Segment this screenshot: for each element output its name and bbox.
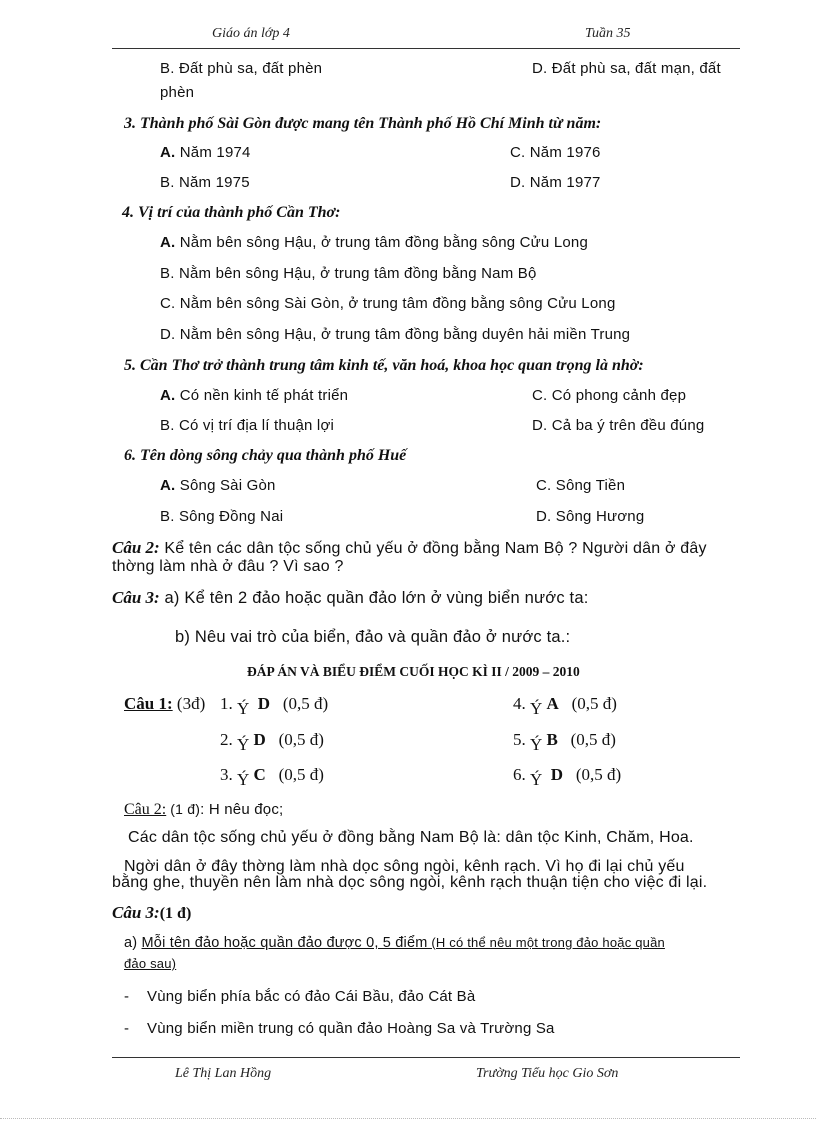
answer-letter: D (257, 694, 271, 713)
cau3-label: Câu 3: (112, 588, 160, 607)
answer-num: 2. (220, 730, 233, 749)
footer-rule (112, 1057, 740, 1058)
answer-y: Ý (237, 770, 250, 789)
q5-option-c: C. Có phong cảnh đẹp (532, 387, 687, 404)
header-left: Giáo án lớp 4 (212, 26, 290, 41)
cau2-text: Kể tên các dân tộc sống chủ yếu ở đồng bằng Nam Bộ ? Người dân ở đây (159, 540, 707, 557)
answer-y: Ý (237, 735, 250, 754)
q4-option-d: D. Nằm bên sông Hậu, ở trung tâm đồng bằng duyên hải miền Trung (160, 326, 631, 343)
answer-cau3-a-note: (H có thể nêu một trong đảo hoặc quần (427, 935, 665, 950)
answer-cau2-note: : H nêu đọc; (200, 801, 284, 818)
q5-option-a-letter: A. (160, 387, 176, 404)
q5-option-d: D. Cả ba ý trên đều đúng (532, 417, 705, 434)
bullet-item-2: Vùng biển miền trung có quần đảo Hoàng Sa và Trường Sa (147, 1020, 555, 1037)
answer-cau2-points: (1 đ) (166, 801, 201, 817)
answer-cau3-a-main: Mỗi tên đảo hoặc quần đảo được 0, 5 điểm (141, 935, 428, 951)
q2-option-b: B. Đất phù sa, đất phèn (160, 60, 323, 77)
answer-num: 6. (513, 765, 526, 784)
q4-option-a-letter: A. (160, 234, 176, 251)
header-right: Tuần 35 (585, 26, 631, 41)
answer-num: 1. (220, 694, 233, 713)
answer-cau1-label-group (124, 694, 205, 714)
q6-option-c: C. Sông Tiền (536, 477, 626, 494)
q6-option-a-letter: A. (160, 477, 176, 494)
answer-y: Ý (237, 699, 250, 718)
answer-letter: B (546, 730, 558, 749)
q6-option-d: D. Sông Hương (536, 508, 645, 525)
answer-y: Ý (530, 770, 543, 789)
q2-option-b-cont: phèn (160, 84, 195, 101)
answer-cau1-label: Câu 1: (124, 694, 173, 713)
answer-cau2-label-group (124, 801, 283, 819)
answer-cau3-a-note-cont: đảo sau) (124, 956, 177, 971)
bullet-dash-2: - (124, 1020, 130, 1037)
answer-points: (0,5 đ) (571, 694, 617, 713)
q3-title: 3. Thành phố Sài Gòn được mang tên Thành phố Hồ Chí Minh từ năm: (124, 115, 602, 132)
q4-option-c: C. Nằm bên sông Sài Gòn, ở trung tâm đồng bằng sông Cửu Long (160, 295, 616, 312)
q3-option-a (160, 144, 251, 161)
q4-option-a-text: Nằm bên sông Hậu, ở trung tâm đồng bằng sông Cửu Long (175, 234, 589, 251)
answer-points: (0,5 đ) (282, 694, 329, 713)
answer-cau2-text-2: Ngời dân ở đây thờng làm nhà dọc sông ngòi, kênh rạch. Vì họ đi lại chủ yếu (124, 858, 685, 875)
answer-num: 3. (220, 765, 233, 784)
q5-title: 5. Cần Thơ trở thành trung tâm kinh tế, văn hoá, khoa học quan trọng là nhờ: (124, 357, 644, 374)
q4-option-a (160, 234, 588, 251)
q5-option-b: B. Có vị trí địa lí thuận lợi (160, 417, 335, 434)
answer-cau2-text-3: bằng ghe, thuyền nên làm nhà dọc sông ngòi, kênh rạch thuận tiện cho việc đi lại. (112, 874, 708, 891)
cau2-text-cont: thờng làm nhà ở đâu ? Vì sao ? (112, 558, 344, 575)
answer-y: Ý (530, 735, 543, 754)
cau3-question (112, 588, 589, 608)
answer-letter: C (253, 765, 266, 784)
answer-points: (0,5 đ) (278, 765, 324, 784)
answer-item-3 (220, 765, 324, 789)
q3-option-c: C. Năm 1976 (510, 144, 601, 161)
answer-cau1-points: (3đ) (172, 694, 206, 713)
answer-cau3-points: (1 đ) (159, 905, 192, 922)
answer-letter: D (550, 765, 564, 784)
answer-points: (0,5 đ) (575, 765, 622, 784)
footer-left: Lê Thị Lan Hồng (175, 1066, 272, 1081)
answer-cau3-label: Câu 3: (112, 903, 160, 922)
q3-option-a-text: Năm 1974 (175, 144, 251, 161)
q5-option-a (160, 387, 348, 404)
footer-right: Trường Tiểu học Gio Sơn (476, 1066, 619, 1081)
q6-title: 6. Tên dòng sông chảy qua thành phố Huế (124, 447, 407, 464)
answer-item-1 (220, 694, 329, 718)
answer-num: 5. (513, 730, 526, 749)
answer-points: (0,5 đ) (278, 730, 324, 749)
answer-item-6 (513, 765, 622, 789)
q6-option-b: B. Sông Đồng Nai (160, 508, 284, 525)
q4-title: 4. Vị trí của thành phố Cần Thơ: (122, 204, 341, 221)
page-edge-dotted-line (0, 1118, 816, 1119)
answer-item-4 (513, 694, 617, 718)
q3-option-a-letter: A. (160, 144, 176, 161)
answer-cau3-label-group (112, 903, 191, 923)
answer-key-title: ĐÁP ÁN VÀ BIỂU ĐIỂM CUỐI HỌC KÌ II / 2009 – 2010 (247, 664, 580, 679)
answer-points: (0,5 đ) (570, 730, 616, 749)
answer-item-2 (220, 730, 324, 754)
answer-cau3-a-prefix: a) (124, 935, 142, 951)
answer-num: 4. (513, 694, 526, 713)
bullet-item-1: Vùng biển phía bắc có đảo Cái Bầu, đảo Cát Bà (147, 988, 476, 1005)
header-rule (112, 48, 740, 49)
q6-option-a-text: Sông Sài Gòn (175, 477, 276, 494)
q3-option-b: B. Năm 1975 (160, 174, 250, 191)
q3-option-d: D. Năm 1977 (510, 174, 601, 191)
q6-option-a (160, 477, 276, 494)
q2-option-d: D. Đất phù sa, đất mạn, đất (532, 60, 721, 77)
answer-cau2-label: Câu 2: (124, 801, 167, 818)
q4-option-b: B. Nằm bên sông Hậu, ở trung tâm đồng bằng Nam Bộ (160, 265, 537, 282)
answer-letter: D (253, 730, 266, 749)
answer-letter: A (546, 694, 559, 713)
answer-item-5 (513, 730, 616, 754)
bullet-dash-1: - (124, 988, 130, 1005)
cau2-label: Câu 2: (112, 538, 160, 557)
cau2-question (112, 538, 707, 558)
answer-cau3-a (124, 935, 665, 951)
cau3-b: b) Nêu vai trò của biển, đảo và quần đảo ở nước ta.: (175, 628, 571, 646)
answer-cau2-text-1: Các dân tộc sống chủ yếu ở đồng bằng Nam Bộ là: dân tộc Kinh, Chăm, Hoa. (128, 829, 694, 846)
answer-y: Ý (530, 699, 543, 718)
cau3-a: a) Kể tên 2 đảo hoặc quần đảo lớn ở vùng biển nước ta: (159, 589, 589, 607)
q5-option-a-text: Có nền kinh tế phát triển (175, 387, 349, 404)
